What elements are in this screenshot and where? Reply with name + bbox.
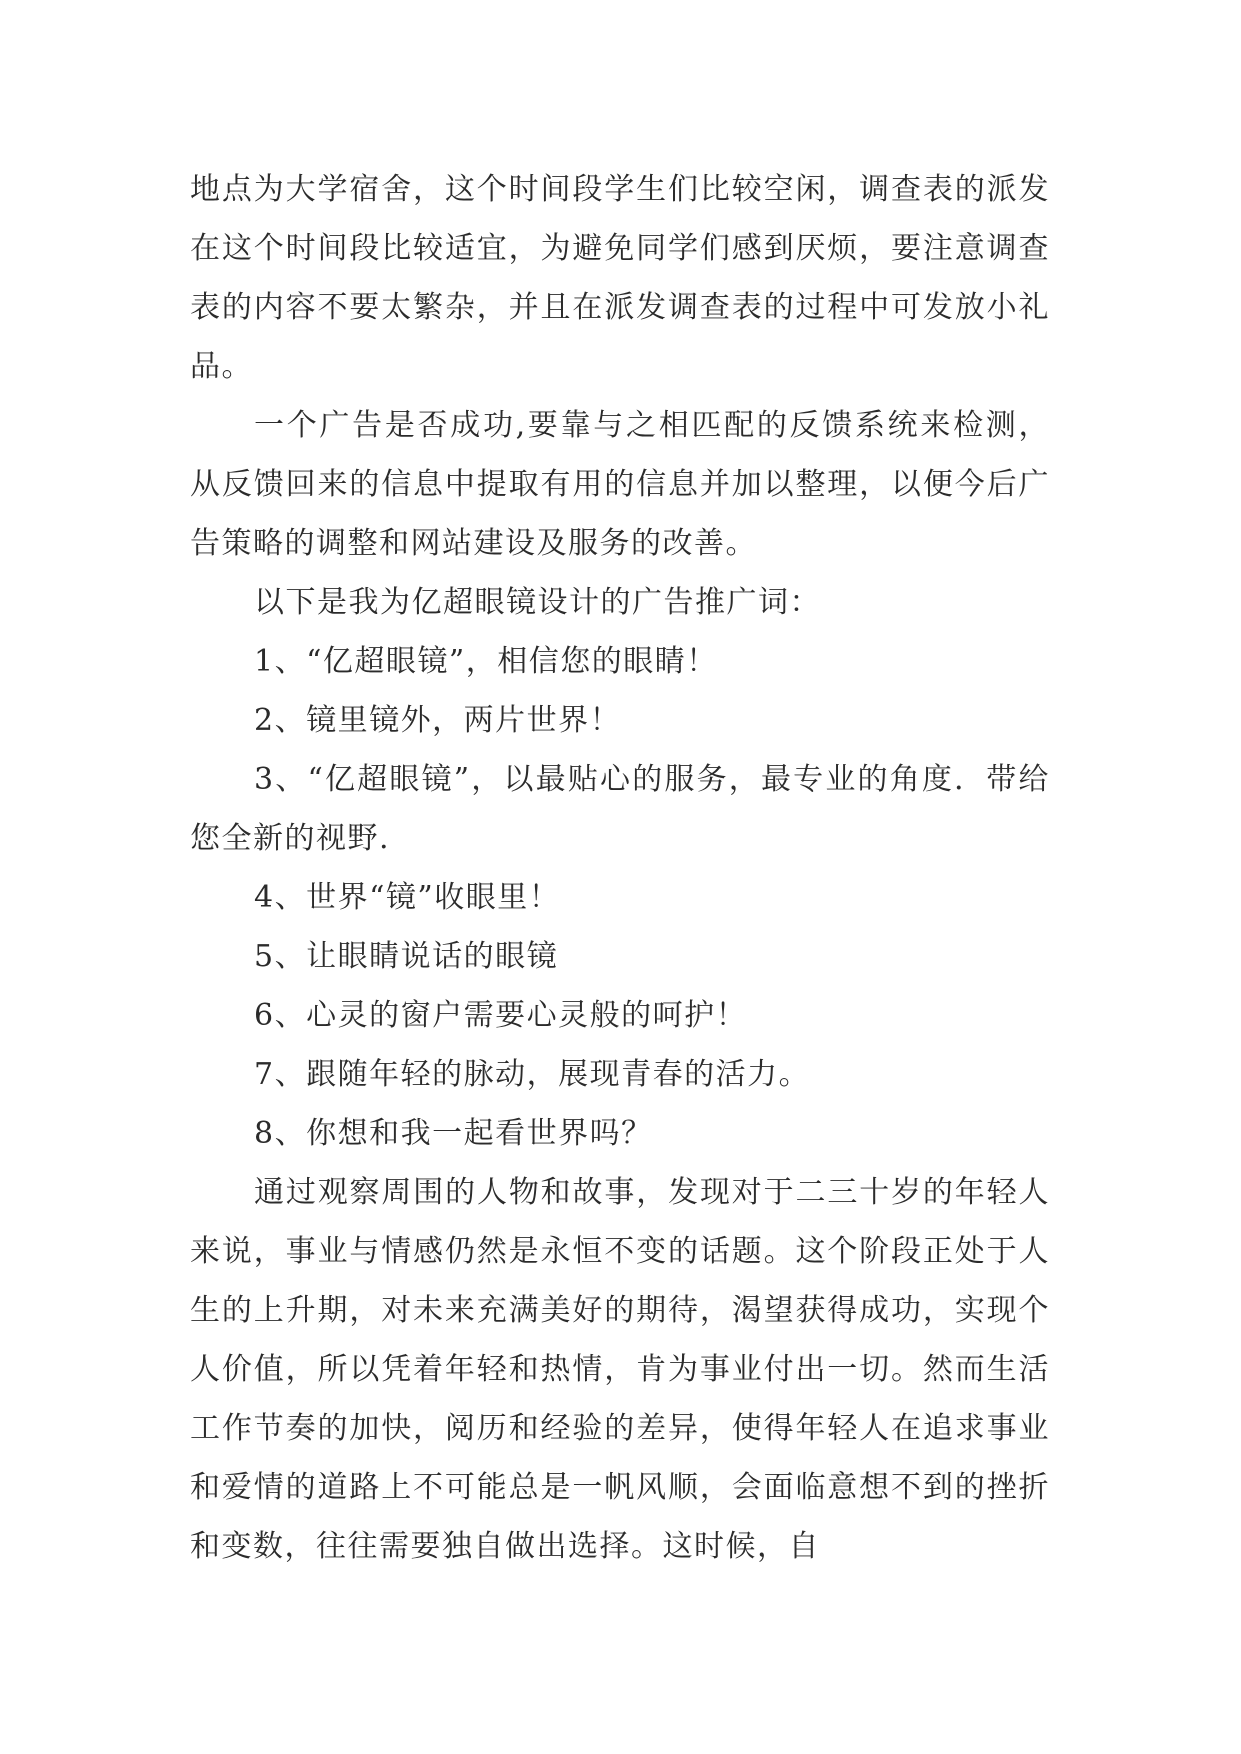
slogan-item-8: 8、你想和我一起看世界吗？ (254, 1116, 653, 1151)
slogan-item-2: 2、镜里镜外，两片世界！ (254, 703, 622, 738)
paragraph-slogan-intro: 以下是我为亿超眼镜设计的广告推广词： (254, 585, 821, 620)
slogan-item-6: 6、心灵的窗户需要心灵般的呵护！ (254, 998, 748, 1033)
slogan-item-1: 1、“亿超眼镜”，相信您的眼睛！ (254, 644, 718, 679)
paragraph-feedback-system: 一个广告是否成功,要靠与之相匹配的反馈系统来检测，从反馈回来的信息中提取有用的信息并加以整理，以便今后广告策略的调整和网站建设及服务的改善。 (190, 408, 1050, 561)
paragraph-survey-location: 地点为大学宿舍，这个时间段学生们比较空闲，调查表的派发在这个时间段比较适宜，为避免同学们感到厌烦，要注意调查表的内容不要太繁杂，并且在派发调查表的过程中可发放小礼品。 (190, 172, 1050, 384)
document-body (190, 160, 1050, 1576)
slogan-item-4: 4、世界“镜”收眼里！ (254, 880, 561, 915)
slogan-item-5: 5、让眼睛说话的眼镜 (254, 939, 559, 974)
slogan-item-3: 3、“亿超眼镜”，以最贴心的服务，最专业的角度．带给您全新的视野. (190, 762, 1050, 856)
paragraph-young-people: 通过观察周围的人物和故事，发现对于二三十岁的年轻人来说，事业与情感仍然是永恒不变的话题。这个阶段正处于人生的上升期，对未来充满美好的期待，渴望获得成功，实现个人价值，所以凭着年轻和热情，肯为事业付出一切。然而生活工作节奏的加快，阅历和经验的差异，使得年轻人在追求事业和爱情的道路上不可能总是一帆风顺，会面临意想不到的挫折和变数，往往需要独自做出选择。这时候，自 (190, 1175, 1050, 1564)
slogan-item-7: 7、跟随年轻的脉动，展现青春的活力。 (254, 1057, 811, 1092)
